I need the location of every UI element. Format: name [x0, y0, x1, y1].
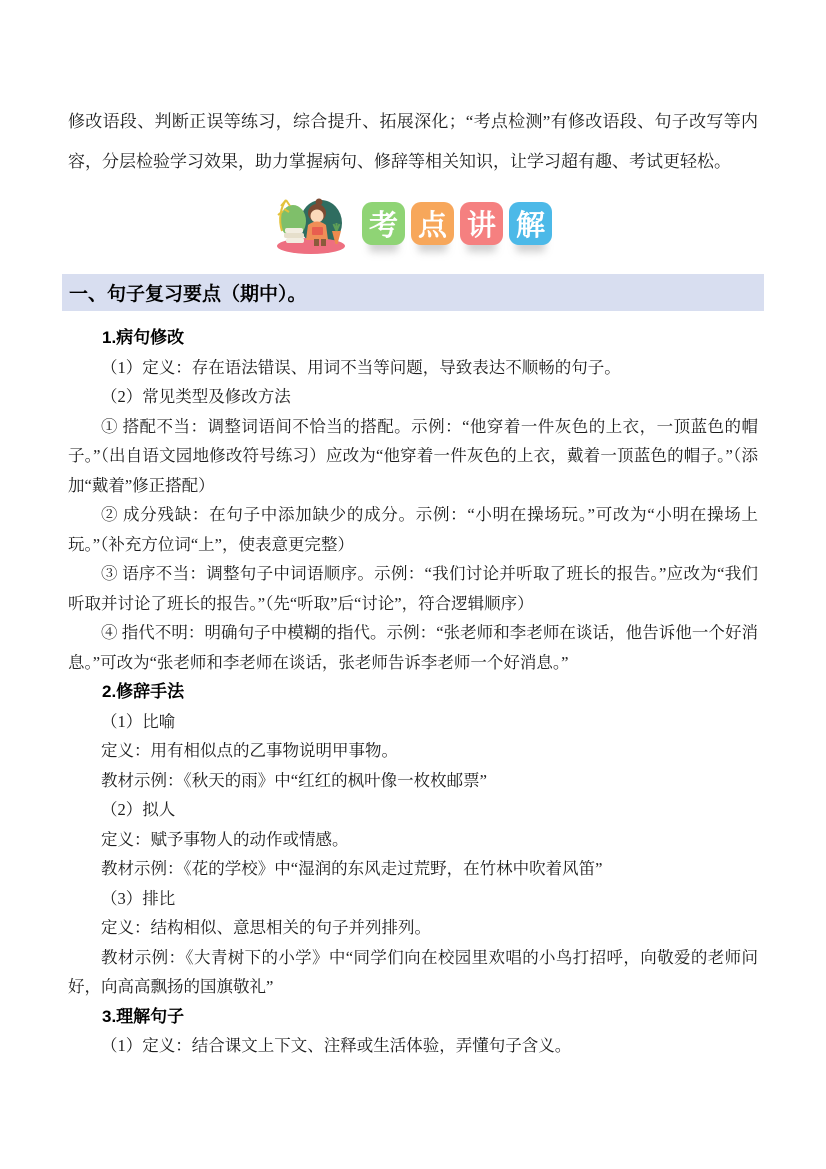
content-paragraph: 教材示例：《大青树下的小学》中“同学们向在校园里欢唱的小鸟打招呼，向敬爱的老师问好，向高高飘扬的国旗敬礼”: [68, 947, 758, 996]
girl-reading-illustration: [271, 191, 351, 255]
content-paragraph: 教材示例：《花的学校》中“湿润的东风走过荒野，在竹林中吹着风笛”: [101, 859, 603, 878]
intro-paragraph: 修改语段、判断正误等练习，综合提升、拓展深化；“考点检测”有修改语段、句子改写等内容，分层检验学习效果，助力掌握病句、修辞等相关知识，让学习超有趣、考试更轻松。: [68, 112, 758, 171]
exam-point-tile-jie: 解: [509, 202, 552, 245]
exam-point-tile-dian: 点: [411, 202, 454, 245]
content-paragraph: 教材示例：《秋天的雨》中“红红的枫叶像一枚枚邮票”: [101, 770, 487, 790]
content-paragraph: ① 搭配不当：调整词语间不恰当的搭配。示例：“他穿着一件灰色的上衣，一顶蓝色的帽子。”（出自语文园地修改符号练习）应改为“他穿着一件灰色的上衣，戴着一顶蓝色的帽子。”（添加“戴着”修正搭配）: [68, 416, 758, 495]
content-paragraph: 定义：赋予事物人的动作或情感。: [101, 829, 349, 849]
exam-point-banner: [68, 190, 758, 256]
content-heading: 2.修辞手法: [102, 682, 185, 701]
content-paragraph: （2）拟人: [101, 800, 176, 819]
content-heading: 3.理解句子: [102, 1006, 185, 1026]
content-paragraph: （2）常见类型及修改方法: [101, 387, 291, 406]
content-paragraph: ④ 指代不明：明确句子中模糊的指代。示例：“张老师和李老师在谈话，他告诉他一个好消息。”可改为“张老师和李老师在谈话，张老师告诉李老师一个好消息。”: [68, 623, 758, 672]
content-paragraph: ③ 语序不当：调整句子中词语顺序。示例：“我们讨论并听取了班长的报告。”应改为“我们听取并讨论了班长的报告。”（先“听取”后“讨论”，符合逻辑顺序）: [68, 564, 758, 613]
exam-point-tile-kao: 考: [362, 202, 405, 245]
content-paragraph: （3）排比: [101, 888, 176, 908]
section-header-bar: [62, 274, 764, 311]
section-content: [68, 323, 758, 1061]
content-paragraph: （1）定义：结合课文上下文、注释或生活体验，弄懂句子含义。: [101, 1036, 572, 1055]
content-paragraph: 定义：用有相似点的乙事物说明甲事物。: [101, 741, 398, 760]
content-paragraph: 定义：结构相似、意思相关的句子并列排列。: [101, 918, 431, 937]
content-paragraph: （1）定义：存在语法错误、用词不当等问题，导致表达不顺畅的句子。: [101, 357, 621, 377]
content-paragraph: （1）比喻: [101, 711, 176, 731]
content-paragraph: ② 成分残缺：在句子中添加缺少的成分。示例：“小明在操场玩。”可改为“小明在操场上玩。”（补充方位词“上”，使表意更完整）: [68, 505, 758, 554]
section-header-title: 一、句子复习要点（期中）。: [69, 284, 307, 305]
exam-point-tile-jiang: 讲: [460, 202, 503, 245]
content-heading: 1.病句修改: [102, 328, 185, 347]
